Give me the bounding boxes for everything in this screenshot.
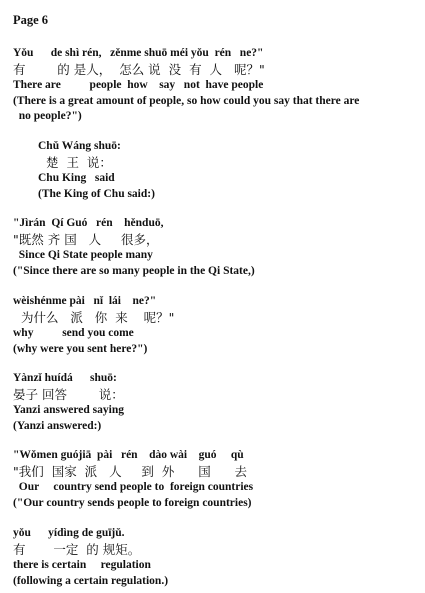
pinyin-line: Yǒu de shì rén, zěnme shuō méi yǒu rén ne?"	[13, 47, 264, 59]
pinyin-line: Chǔ Wáng shuō:	[38, 140, 121, 152]
translation-line: (There is a great amount of people, so how could you say that there are	[13, 95, 360, 107]
english-gloss-line: there is certain regulation	[13, 559, 151, 571]
pinyin-line: "Jìrán Qí Guó rén hěnduō,	[13, 217, 164, 229]
english-gloss-line: Chu King said	[38, 172, 115, 184]
english-gloss-line: Yanzi answered saying	[13, 404, 124, 416]
translation-line: (The King of Chu said:)	[38, 188, 155, 200]
translation-line: ("Since there are so many people in the Qi State,)	[13, 265, 255, 277]
chinese-line: 晏子 回答 说：	[13, 387, 124, 402]
page-title: Page 6	[13, 13, 49, 27]
chinese-line: "我们 国家 派 人 到 外 国 去	[13, 464, 248, 479]
pinyin-line: "Wǒmen guójiā pài rén dào wài guó qù	[13, 449, 244, 461]
translation-line: (following a certain regulation.)	[13, 575, 169, 587]
pinyin-line: wèishénme pài nǐ lái ne?"	[13, 295, 157, 307]
translation-line: (why were you sent here?")	[13, 343, 148, 355]
english-gloss-line: Since Qi State people many	[13, 249, 153, 261]
translation-line: no people?")	[13, 110, 82, 122]
pinyin-line: yǒu yídìng de guījǔ.	[13, 527, 125, 539]
english-gloss-line: why send you come	[13, 327, 134, 339]
pinyin-line: Yànzǐ huídá shuō:	[13, 372, 117, 384]
chinese-line: "既然 齐 国 人 很多，	[13, 232, 159, 247]
english-gloss-line: There are people how say not have people	[13, 79, 264, 91]
chinese-line: 为什么 派 你 来 呢？"	[13, 310, 175, 325]
translation-line: ("Our country sends people to foreign countries)	[13, 497, 252, 509]
translation-line: (Yanzi answered:)	[13, 420, 102, 432]
chinese-line: 有 一定 的 规矩。	[13, 542, 141, 557]
chinese-line: 有 的 是人， 怎么 说 没 有 人 呢？"	[13, 62, 265, 77]
chinese-line: 楚 王 说：	[46, 155, 112, 170]
english-gloss-line: Our country send people to foreign countries	[13, 481, 254, 493]
